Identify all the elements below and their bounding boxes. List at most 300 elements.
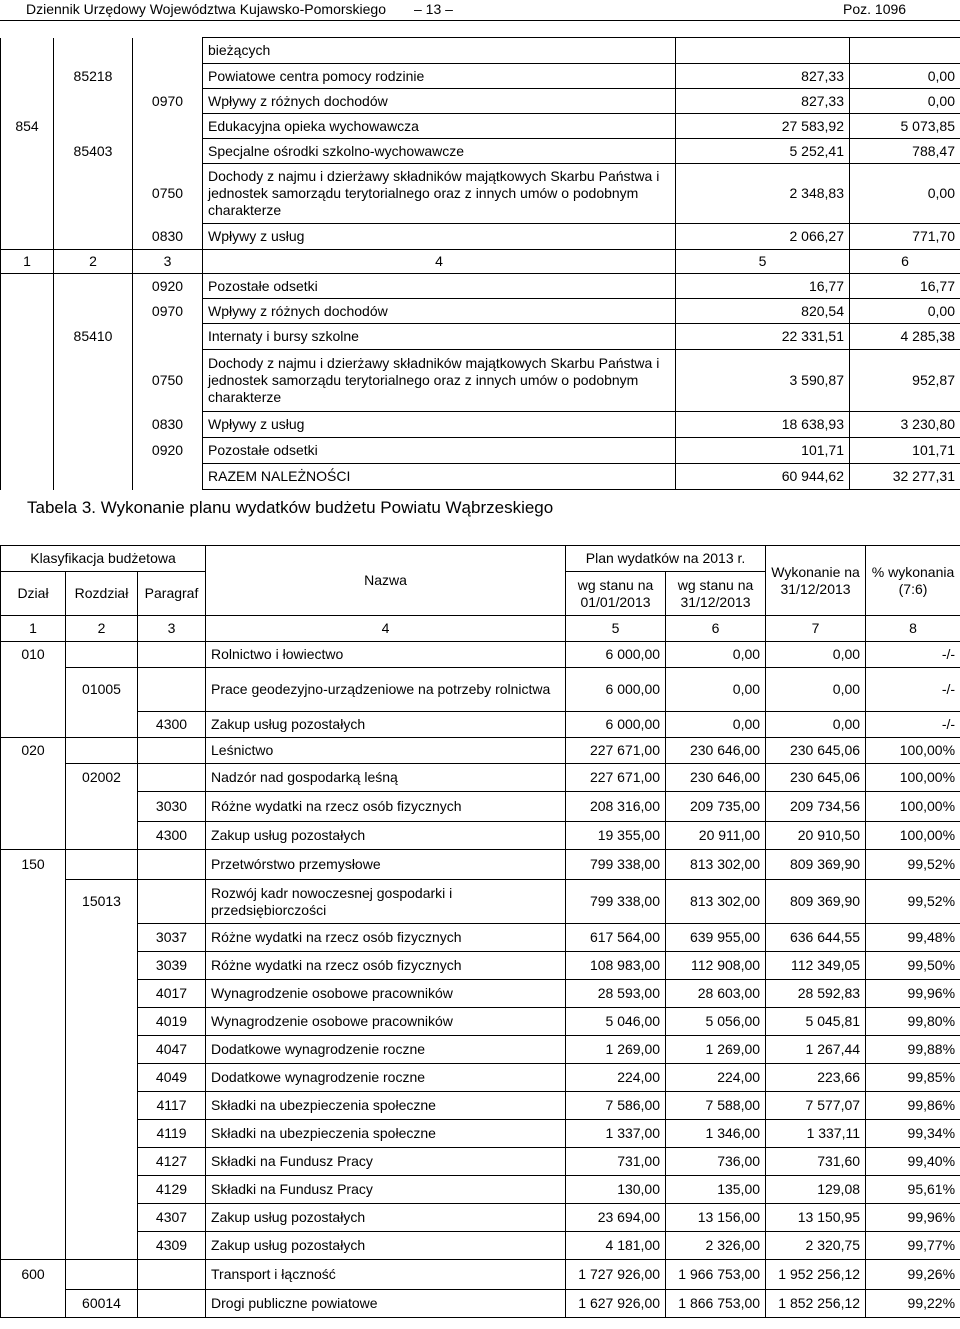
- plan-end-cell: 1 866 753,00: [666, 1290, 766, 1318]
- column-number: 8: [866, 616, 960, 642]
- dzial-cell: [1, 880, 66, 924]
- table-row: [1, 822, 960, 850]
- table-row: [1, 114, 960, 139]
- plan-start-cell: 1 337,00: [566, 1120, 666, 1148]
- plan-end-cell: 736,00: [666, 1148, 766, 1176]
- paragraf-cell: 0750: [133, 350, 203, 412]
- table-row: [1, 924, 960, 952]
- row-name: Dochody z najmu i dzierżawy składników majątkowych Skarbu Państwa i jednostek samorządu terytorialnego oraz z innych umów o podobnym charakterze: [203, 164, 676, 224]
- table-row: [1, 274, 960, 299]
- value-cell: 5 252,41: [676, 139, 850, 164]
- value-cell: 788,47: [850, 139, 960, 164]
- paragraf-cell: [138, 1290, 206, 1318]
- row-name: Prace geodezyjno-urządzeniowe na potrzeby rolnictwa: [206, 668, 566, 712]
- execution-cell: 0,00: [766, 712, 866, 738]
- rozdzial-cell: [66, 1176, 138, 1204]
- row-name: Internaty i bursy szkolne: [203, 324, 676, 350]
- dzial-cell: [1, 1008, 66, 1036]
- paragraf-cell: 4017: [138, 980, 206, 1008]
- row-name: Różne wydatki na rzecz osób fizycznych: [206, 792, 566, 822]
- paragraf-cell: 3030: [138, 792, 206, 822]
- execution-cell: 636 644,55: [766, 924, 866, 952]
- dzial-cell: 854: [1, 114, 54, 139]
- table-row: [1, 1064, 960, 1092]
- table-row: [1, 412, 960, 438]
- paragraf-cell: [138, 642, 206, 668]
- percent-cell: 99,40%: [866, 1148, 960, 1176]
- dzial-cell: 010: [1, 642, 66, 668]
- plan-start-cell: 6 000,00: [566, 668, 666, 712]
- percent-cell: 95,61%: [866, 1176, 960, 1204]
- value-cell: 2 348,83: [676, 164, 850, 224]
- header-plan-b: wg stanu na 31/12/2013: [666, 572, 766, 616]
- value-cell: 820,54: [676, 299, 850, 324]
- plan-start-cell: 799 338,00: [566, 880, 666, 924]
- value-cell: 0,00: [850, 164, 960, 224]
- execution-cell: 0,00: [766, 642, 866, 668]
- row-name: Składki na Fundusz Pracy: [206, 1176, 566, 1204]
- dzial-cell: [1, 412, 54, 438]
- empty-cell: [676, 38, 850, 64]
- execution-cell: 28 592,83: [766, 980, 866, 1008]
- rozdzial-cell: 01005: [66, 668, 138, 712]
- percent-cell: 99,88%: [866, 1036, 960, 1064]
- execution-cell: 809 369,90: [766, 880, 866, 924]
- plan-end-cell: 209 735,00: [666, 792, 766, 822]
- plan-start-cell: 224,00: [566, 1064, 666, 1092]
- rozdzial-cell: [66, 1008, 138, 1036]
- row-name: Pozostałe odsetki: [203, 274, 676, 299]
- empty-cell: [1, 464, 54, 490]
- header-nazwa: Nazwa: [206, 546, 566, 616]
- row-name: Wpływy z różnych dochodów: [203, 89, 676, 114]
- rozdzial-cell: [66, 1260, 138, 1290]
- paragraf-cell: 0830: [133, 412, 203, 438]
- row-name: Dochody z najmu i dzierżawy składników majątkowych Skarbu Państwa i jednostek samorządu terytorialnego oraz z innych umów o podobnym charakterze: [203, 350, 676, 412]
- plan-end-cell: 224,00: [666, 1064, 766, 1092]
- plan-end-cell: 639 955,00: [666, 924, 766, 952]
- dzial-cell: [1, 139, 54, 164]
- row-name: Edukacyjna opieka wychowawcza: [203, 114, 676, 139]
- execution-cell: 1 952 256,12: [766, 1260, 866, 1290]
- paragraf-cell: 0920: [133, 438, 203, 464]
- row-name: Zakup usług pozostałych: [206, 1204, 566, 1232]
- row-name: Wpływy z usług: [203, 224, 676, 250]
- rozdzial-cell: 85403: [54, 139, 133, 164]
- header-dzial: Dział: [1, 572, 66, 616]
- paragraf-cell: [138, 880, 206, 924]
- dzial-cell: [1, 1204, 66, 1232]
- execution-cell: 20 910,50: [766, 822, 866, 850]
- dzial-cell: [1, 224, 54, 250]
- rozdzial-cell: [66, 980, 138, 1008]
- empty-cell: [1, 38, 54, 64]
- column-number: 3: [138, 616, 206, 642]
- row-name: Wpływy z różnych dochodów: [203, 299, 676, 324]
- table-row: [1, 764, 960, 792]
- plan-end-cell: 230 646,00: [666, 764, 766, 792]
- percent-cell: 99,96%: [866, 980, 960, 1008]
- paragraf-cell: 0920: [133, 274, 203, 299]
- header-rozdzial: Rozdział: [66, 572, 138, 616]
- row-name: Różne wydatki na rzecz osób fizycznych: [206, 924, 566, 952]
- value-cell: 2 066,27: [676, 224, 850, 250]
- paragraf-cell: 4117: [138, 1092, 206, 1120]
- table-row: [1, 738, 960, 764]
- rozdzial-cell: [54, 89, 133, 114]
- plan-start-cell: 1 627 926,00: [566, 1290, 666, 1318]
- percent-cell: 99,26%: [866, 1260, 960, 1290]
- empty-cell: [133, 464, 203, 490]
- table-row: [1, 224, 960, 250]
- rozdzial-cell: [54, 412, 133, 438]
- rozdzial-cell: [54, 274, 133, 299]
- table-row: [1, 1120, 960, 1148]
- column-number: 7: [766, 616, 866, 642]
- rozdzial-cell: 85410: [54, 324, 133, 350]
- value-cell: 16,77: [850, 274, 960, 299]
- table-row: [1, 1204, 960, 1232]
- value-cell: 27 583,92: [676, 114, 850, 139]
- dzial-cell: [1, 822, 66, 850]
- dzial-cell: [1, 980, 66, 1008]
- percent-cell: 99,48%: [866, 924, 960, 952]
- dzial-cell: [1, 764, 66, 792]
- value-cell: 952,87: [850, 350, 960, 412]
- plan-start-cell: 617 564,00: [566, 924, 666, 952]
- dzial-cell: [1, 1064, 66, 1092]
- execution-cell: 0,00: [766, 668, 866, 712]
- plan-end-cell: 1 346,00: [666, 1120, 766, 1148]
- row-name: Dodatkowe wynagrodzenie roczne: [206, 1064, 566, 1092]
- paragraf-cell: 4127: [138, 1148, 206, 1176]
- row-name: Przetwórstwo przemysłowe: [206, 850, 566, 880]
- dzial-cell: [1, 1036, 66, 1064]
- column-number: 6: [666, 616, 766, 642]
- column-number: 2: [66, 616, 138, 642]
- table-row: [1, 1260, 960, 1290]
- percent-cell: 100,00%: [866, 792, 960, 822]
- rozdzial-cell: [66, 1036, 138, 1064]
- dzial-cell: [1, 712, 66, 738]
- column-numbering-row: [1, 250, 960, 274]
- percent-cell: 100,00%: [866, 764, 960, 792]
- table-row: [1, 1290, 960, 1318]
- rozdzial-cell: [54, 350, 133, 412]
- percent-cell: 99,85%: [866, 1064, 960, 1092]
- plan-end-cell: 813 302,00: [666, 850, 766, 880]
- execution-cell: 13 150,95: [766, 1204, 866, 1232]
- table-row: [1, 350, 960, 412]
- empty-cell: [133, 38, 203, 64]
- row-name: Pozostałe odsetki: [203, 438, 676, 464]
- dzial-cell: [1, 350, 54, 412]
- dzial-cell: 150: [1, 850, 66, 880]
- plan-start-cell: 19 355,00: [566, 822, 666, 850]
- row-name: Różne wydatki na rzecz osób fizycznych: [206, 952, 566, 980]
- paragraf-cell: 4119: [138, 1120, 206, 1148]
- percent-cell: 99,77%: [866, 1232, 960, 1260]
- execution-cell: 112 349,05: [766, 952, 866, 980]
- rozdzial-cell: [66, 952, 138, 980]
- value-cell: 827,33: [676, 64, 850, 89]
- row-name: Powiatowe centra pomocy rodzinie: [203, 64, 676, 89]
- paragraf-cell: [133, 324, 203, 350]
- plan-end-cell: 0,00: [666, 668, 766, 712]
- dzial-cell: [1, 64, 54, 89]
- rozdzial-cell: [66, 738, 138, 764]
- rozdzial-cell: [66, 1148, 138, 1176]
- header-plan: Plan wydatków na 2013 r.: [566, 546, 766, 572]
- table-row: [1, 668, 960, 712]
- dzial-cell: 600: [1, 1260, 66, 1290]
- paragraf-cell: 4300: [138, 712, 206, 738]
- empty-cell: [54, 38, 133, 64]
- plan-end-cell: 0,00: [666, 712, 766, 738]
- rozdzial-cell: [54, 224, 133, 250]
- percent-cell: 99,22%: [866, 1290, 960, 1318]
- row-name: Dodatkowe wynagrodzenie roczne: [206, 1036, 566, 1064]
- table-row: [1, 1092, 960, 1120]
- paragraf-cell: 3039: [138, 952, 206, 980]
- percent-cell: 99,52%: [866, 850, 960, 880]
- paragraf-cell: 0830: [133, 224, 203, 250]
- paragraf-cell: [133, 64, 203, 89]
- table-row: [1, 38, 960, 64]
- row-name: Leśnictwo: [206, 738, 566, 764]
- header-paragraf: Paragraf: [138, 572, 206, 616]
- dzial-cell: [1, 324, 54, 350]
- plan-start-cell: 130,00: [566, 1176, 666, 1204]
- plan-end-cell: 0,00: [666, 642, 766, 668]
- row-name: Zakup usług pozostałych: [206, 822, 566, 850]
- row-name: Składki na Fundusz Pracy: [206, 1148, 566, 1176]
- rozdzial-cell: 60014: [66, 1290, 138, 1318]
- percent-cell: -/-: [866, 668, 960, 712]
- execution-cell: 2 320,75: [766, 1232, 866, 1260]
- plan-start-cell: 5 046,00: [566, 1008, 666, 1036]
- row-name: Składki na ubezpieczenia społeczne: [206, 1120, 566, 1148]
- row-name: Wpływy z usług: [203, 412, 676, 438]
- table-row: [1, 880, 960, 924]
- plan-end-cell: 1 269,00: [666, 1036, 766, 1064]
- plan-end-cell: 112 908,00: [666, 952, 766, 980]
- paragraf-cell: 0970: [133, 299, 203, 324]
- paragraf-cell: 4019: [138, 1008, 206, 1036]
- execution-cell: 230 645,06: [766, 764, 866, 792]
- plan-end-cell: 5 056,00: [666, 1008, 766, 1036]
- column-number: 1: [1, 616, 66, 642]
- dzial-cell: [1, 952, 66, 980]
- table-row: [1, 1036, 960, 1064]
- table-row: [1, 64, 960, 89]
- table-row: [1, 438, 960, 464]
- rozdzial-cell: [66, 1232, 138, 1260]
- execution-cell: 809 369,90: [766, 850, 866, 880]
- dzial-cell: [1, 299, 54, 324]
- dzial-cell: [1, 1148, 66, 1176]
- plan-start-cell: 227 671,00: [566, 738, 666, 764]
- table-row: [1, 1176, 960, 1204]
- table-row: [1, 792, 960, 822]
- rozdzial-cell: [54, 114, 133, 139]
- rozdzial-cell: 02002: [66, 764, 138, 792]
- total-value: 60 944,62: [676, 464, 850, 490]
- execution-cell: 7 577,07: [766, 1092, 866, 1120]
- execution-cell: 1 852 256,12: [766, 1290, 866, 1318]
- value-cell: 0,00: [850, 64, 960, 89]
- percent-cell: 99,96%: [866, 1204, 960, 1232]
- table-row: [1, 299, 960, 324]
- dzial-cell: [1, 1232, 66, 1260]
- total-label: RAZEM NALEŻNOŚCI: [203, 464, 676, 490]
- header-plan-a: wg stanu na 01/01/2013: [566, 572, 666, 616]
- percent-cell: -/-: [866, 642, 960, 668]
- paragraf-cell: [138, 1260, 206, 1290]
- row-name: Rolnictwo i łowiectwo: [206, 642, 566, 668]
- row-name: Wynagrodzenie osobowe pracowników: [206, 1008, 566, 1036]
- table-row: [1, 1232, 960, 1260]
- paragraf-cell: [138, 668, 206, 712]
- plan-end-cell: 1 966 753,00: [666, 1260, 766, 1290]
- row-name: Rozwój kadr nowoczesnej gospodarki i przedsiębiorczości: [206, 880, 566, 924]
- execution-cell: 1 267,44: [766, 1036, 866, 1064]
- row-name: Drogi publiczne powiatowe: [206, 1290, 566, 1318]
- column-number: 6: [850, 250, 960, 274]
- paragraf-cell: [138, 738, 206, 764]
- paragraf-cell: [138, 850, 206, 880]
- plan-start-cell: 731,00: [566, 1148, 666, 1176]
- value-cell: 22 331,51: [676, 324, 850, 350]
- value-cell: 4 285,38: [850, 324, 960, 350]
- row-name: Zakup usług pozostałych: [206, 1232, 566, 1260]
- row-name: bieżących: [203, 38, 676, 64]
- dzial-cell: 020: [1, 738, 66, 764]
- paragraf-cell: [133, 114, 203, 139]
- plan-end-cell: 135,00: [666, 1176, 766, 1204]
- rozdzial-cell: [54, 164, 133, 224]
- row-name: Transport i łączność: [206, 1260, 566, 1290]
- value-cell: 771,70: [850, 224, 960, 250]
- journal-title: Dziennik Urzędowy Województwa Kujawsko-Pomorskiego: [26, 1, 386, 17]
- rozdzial-cell: [54, 438, 133, 464]
- value-cell: 0,00: [850, 89, 960, 114]
- dzial-cell: [1, 1290, 66, 1318]
- execution-cell: 230 645,06: [766, 738, 866, 764]
- column-number: 3: [133, 250, 203, 274]
- paragraf-cell: 3037: [138, 924, 206, 952]
- value-cell: 3 590,87: [676, 350, 850, 412]
- column-number: 5: [676, 250, 850, 274]
- percent-cell: 100,00%: [866, 738, 960, 764]
- dzial-cell: [1, 1176, 66, 1204]
- value-cell: 18 638,93: [676, 412, 850, 438]
- value-cell: 5 073,85: [850, 114, 960, 139]
- revenue-table: [0, 37, 960, 490]
- expenditure-table: [0, 545, 960, 1318]
- header-procent: % wykonania (7:6): [866, 546, 960, 616]
- column-number: 5: [566, 616, 666, 642]
- row-name: Specjalne ośrodki szkolno-wychowawcze: [203, 139, 676, 164]
- row-name: Zakup usług pozostałych: [206, 712, 566, 738]
- table-row: [1, 139, 960, 164]
- rozdzial-cell: [66, 1204, 138, 1232]
- paragraf-cell: 4307: [138, 1204, 206, 1232]
- column-number: 2: [54, 250, 133, 274]
- column-numbering-row: [1, 616, 960, 642]
- plan-end-cell: 2 326,00: [666, 1232, 766, 1260]
- plan-start-cell: 227 671,00: [566, 764, 666, 792]
- rozdzial-cell: [66, 712, 138, 738]
- total-value: 32 277,31: [850, 464, 960, 490]
- table-row: [1, 89, 960, 114]
- table-row: [1, 324, 960, 350]
- paragraf-cell: 4300: [138, 822, 206, 850]
- value-cell: 16,77: [676, 274, 850, 299]
- plan-start-cell: 7 586,00: [566, 1092, 666, 1120]
- table-caption: Tabela 3. Wykonanie planu wydatków budżetu Powiatu Wąbrzeskiego: [27, 498, 554, 517]
- rozdzial-cell: [66, 1064, 138, 1092]
- row-name: Wynagrodzenie osobowe pracowników: [206, 980, 566, 1008]
- dzial-cell: [1, 89, 54, 114]
- plan-end-cell: 28 603,00: [666, 980, 766, 1008]
- empty-cell: [54, 464, 133, 490]
- header-wykonanie: Wykonanie na 31/12/2013: [766, 546, 866, 616]
- page-header: [0, 0, 960, 22]
- row-name: Nadzór nad gospodarką leśną: [206, 764, 566, 792]
- percent-cell: 99,80%: [866, 1008, 960, 1036]
- dzial-cell: [1, 924, 66, 952]
- value-cell: 3 230,80: [850, 412, 960, 438]
- page-number: – 13 –: [414, 1, 453, 17]
- paragraf-cell: 4309: [138, 1232, 206, 1260]
- rozdzial-cell: [54, 299, 133, 324]
- execution-cell: 5 045,81: [766, 1008, 866, 1036]
- dzial-cell: [1, 274, 54, 299]
- percent-cell: 99,52%: [866, 880, 960, 924]
- plan-start-cell: 108 983,00: [566, 952, 666, 980]
- dzial-cell: [1, 792, 66, 822]
- percent-cell: -/-: [866, 712, 960, 738]
- table-row: [1, 980, 960, 1008]
- rozdzial-cell: [66, 1120, 138, 1148]
- paragraf-cell: [138, 764, 206, 792]
- rozdzial-cell: 15013: [66, 880, 138, 924]
- row-name: Składki na ubezpieczenia społeczne: [206, 1092, 566, 1120]
- plan-end-cell: 7 588,00: [666, 1092, 766, 1120]
- plan-start-cell: 28 593,00: [566, 980, 666, 1008]
- value-cell: 101,71: [676, 438, 850, 464]
- empty-cell: [850, 38, 960, 64]
- dzial-cell: [1, 1120, 66, 1148]
- table-row: [1, 642, 960, 668]
- table-row: [1, 1148, 960, 1176]
- percent-cell: 99,34%: [866, 1120, 960, 1148]
- percent-cell: 99,50%: [866, 952, 960, 980]
- header-rule: [0, 20, 960, 21]
- dzial-cell: [1, 164, 54, 224]
- paragraf-cell: [133, 139, 203, 164]
- table-row: [1, 712, 960, 738]
- plan-start-cell: 4 181,00: [566, 1232, 666, 1260]
- dzial-cell: [1, 1092, 66, 1120]
- paragraf-cell: 0970: [133, 89, 203, 114]
- table-row: [1, 1008, 960, 1036]
- rozdzial-cell: [66, 642, 138, 668]
- plan-start-cell: 1 727 926,00: [566, 1260, 666, 1290]
- plan-start-cell: 23 694,00: [566, 1204, 666, 1232]
- plan-start-cell: 6 000,00: [566, 642, 666, 668]
